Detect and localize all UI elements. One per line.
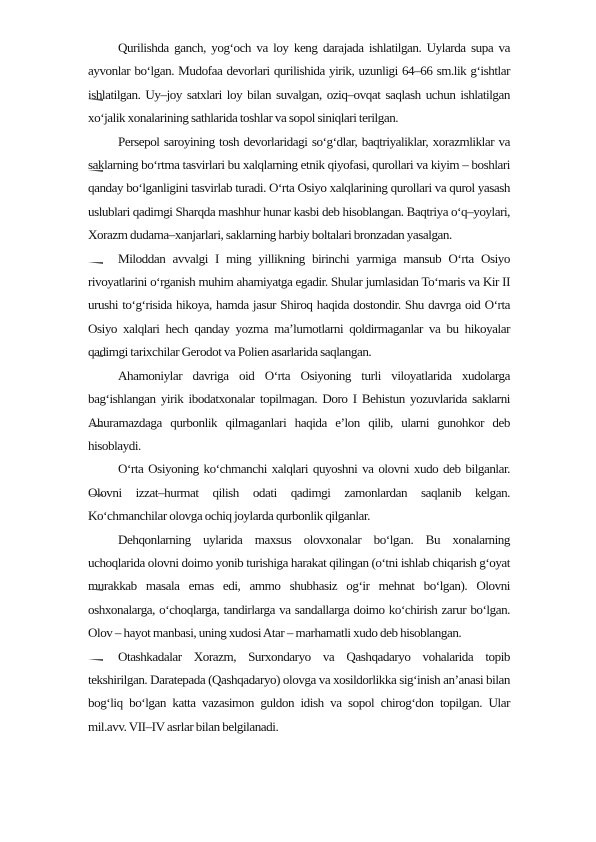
paragraph-1: Qurilishda ganch, yog‘och va loy keng darajada ishlatilgan. Uylarda supa va ayvonlar bo‘lgan. Mudofaa devorlari qurilishida yirik, uzunligi 64–66 sm.lik g‘ishtlar ishlatilgan. Uy–joy satxlari loy bilan suvalgan, oziq–ovqat saqlash uchun ishlatilgan xo‘jalik xonalarining sathlarida toshlar va sopol siniqlari terilgan. xyxy=(88,40,510,126)
margin-mark xyxy=(88,262,103,264)
margin-mark xyxy=(88,99,103,101)
paragraph-2: Persepol saroyining tosh devorlaridagi so‘g‘dlar, baqtriyaliklar, xorazmliklar va saklarning bo‘rtma tasvirlari bu xalqlarning etnik qiyofasi, qurollari va kiyim – boshlari qanday bo‘lganligini tasvirlab turadi. O‘rta Osiyo xalqlarining qurollari va qurol yasash uslublari qadimgi Sharqda mashhur hunar kasbi deb hisoblangan. Baqtriya o‘q–yoylari, Xorazm dudama–xanjarlari, saklarning harbiy boltalari bronzadan yasalgan. xyxy=(88,133,510,243)
margin-mark xyxy=(88,494,103,496)
document-body xyxy=(88,36,510,738)
margin-mark xyxy=(88,170,103,172)
paragraph-6: Dehqonlarning uylarida maxsus olovxonalar bo‘lgan. Bu xonalarning uchoqlarida olovni doimo yonib turishiga harakat qilingan (o‘tni ishlab chiqarish g‘oyat murakkab masala emas edi, ammo shubhasiz og‘ir mehnat bo‘lgan). Olovni oshxonalarga, o‘choqlarga, tandirlarga va sandallarga doimo ko‘chirish zarur bo‘lgan. Olov – hayot manbasi, uning xudosi Atar – marhamatli xudo deb hisoblangan. xyxy=(88,531,510,641)
paragraph-5: O‘rta Osiyoning ko‘chmanchi xalqlari quyoshni va olovni xudo deb bilganlar. Olovni izzat–hurmat qilish odati qadimgi zamonlardan saqlanib kelgan. Ko‘chmanchilar olovga ochiq joylarda qurbonlik qilganlar. xyxy=(88,461,510,524)
margin-mark xyxy=(88,425,103,427)
paragraph-7: Otashkadalar Xorazm, Surxondaryo va Qashqadaryo vohalarida topib tekshirilgan. Daratepada (Qashqadaryo) olovga va xosildorlikka sig‘inish an’anasi bilan bog‘liq bo‘lgan katta vazasimon guldon idish va sopol chirog‘don topilgan. Ular mil.avv. VII–IV asrlar bilan belgilanadi. xyxy=(88,648,510,734)
margin-mark xyxy=(88,659,103,661)
margin-mark xyxy=(88,589,103,591)
margin-mark xyxy=(88,355,103,357)
paragraph-3: Miloddan avvalgi I ming yillikning birinchi yarmiga mansub O‘rta Osiyo rivoyatlarini o‘rganish muhim ahamiyatga egadir. Shular jumlasidan To‘maris va Kir II urushi to‘g‘risida hikoya, hamda jasur Shiroq haqida dostondir. Shu davrga oid O‘rta Osiyo xalqlari hech qanday yozma ma’lumotlarni qoldirmaganlar va bu hikoyalar qadimgi tarixchilar Gerodot va Polien asarlarida saqlangan. xyxy=(88,250,510,360)
paragraph-4: Ahamoniylar davriga oid O‘rta Osiyoning turli viloyatlarida xudolarga bag‘ishlangan yirik ibodatxonalar topilmagan. Doro I Behistun yozuvlarida saklarni Ahuramazdaga qurbonlik qilmaganlari haqida e’lon qilib, ularni gunohkor deb hisoblaydi. xyxy=(88,367,510,453)
